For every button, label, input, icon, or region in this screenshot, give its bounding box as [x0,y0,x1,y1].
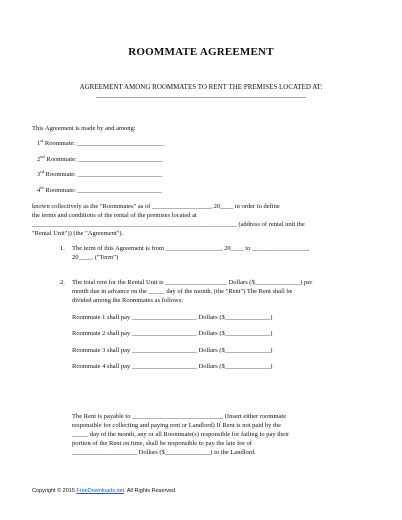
share-roommate-3: Roommate 3 shall pay ____________________ Dollars ($______________) [72,347,273,354]
payable-line-5: ____________________ Dollars ($______________) to the Landlord. [72,449,256,456]
roommate-3-line: 3rd Roommate: __________________________ [37,168,163,178]
payable-line-4: portion of the Rent on time, shall be responsible to pay the late fee of [72,440,252,447]
premises-address-blank: ____________________________________________________________ [96,91,306,99]
rights-text: . All Rights Reserved. [124,488,177,494]
known-line-3: _______________________________________________________________ (address of rental unit the [32,221,305,228]
item-1-number: 1. [60,245,65,252]
share-roommate-4: Roommate 4 shall pay ____________________ Dollars ($______________) [72,363,273,370]
freedownloads-link[interactable]: FreeDownloads.net [76,488,125,494]
intro-text: This Agreement is made by and among: [32,125,136,132]
payable-line-1: The Rent is payable to ____________________________ (Insert either roommate [72,413,287,420]
known-line-4: "Rental Unit")) (the "Agreement"). [32,230,124,237]
item-1-line-2: 20____. ("Term") [72,254,119,261]
known-line-2: the terms and conditions of the rental of the premises located at [32,212,197,219]
roommate-1-line: 1st Roommate: ___________________________ [37,137,165,147]
roommate-2-line: 2nd Roommate: __________________________ [37,153,163,163]
item-1-line-1: The term of this Agreement is from _________________, 20____ to _________________, [72,245,309,252]
payable-line-3: _____ day of the month, any or all Roommate(s) responsible for failing to pay their [72,431,290,438]
item-2-line-3: divided among the Roommates as follows: [72,297,184,304]
document-title: ROOMMATE AGREEMENT [128,46,274,58]
document-subtitle: AGREEMENT AMONG ROOMMATES TO RENT THE PREMISES LOCATED AT: [79,83,323,91]
item-2-line-2: month due in advance on the _____ day of the month. (the "Rent") The Rent shall be [72,288,293,295]
known-line-1: known collectively as the "Roommates" as of __________________, 20____ in order to define [32,203,280,210]
payable-line-2: responsible for collecting and paying rent or Landlord) If Rent is not paid by the [72,422,282,429]
item-2-line-1: The total rent for the Rental Unit is ___________________ Dollars ($______________) per [72,279,313,286]
copyright-text: Copyright © 2015 [32,488,77,494]
footer-copyright [32,488,177,494]
share-roommate-1: Roommate 1 shall pay ____________________ Dollars ($______________) [72,314,273,321]
item-2-number: 2. [60,279,65,286]
share-roommate-2: Roommate 2 shall pay ____________________ Dollars ($______________) [72,330,273,337]
roommate-4-line: 4th Roommate: __________________________ [37,184,162,194]
